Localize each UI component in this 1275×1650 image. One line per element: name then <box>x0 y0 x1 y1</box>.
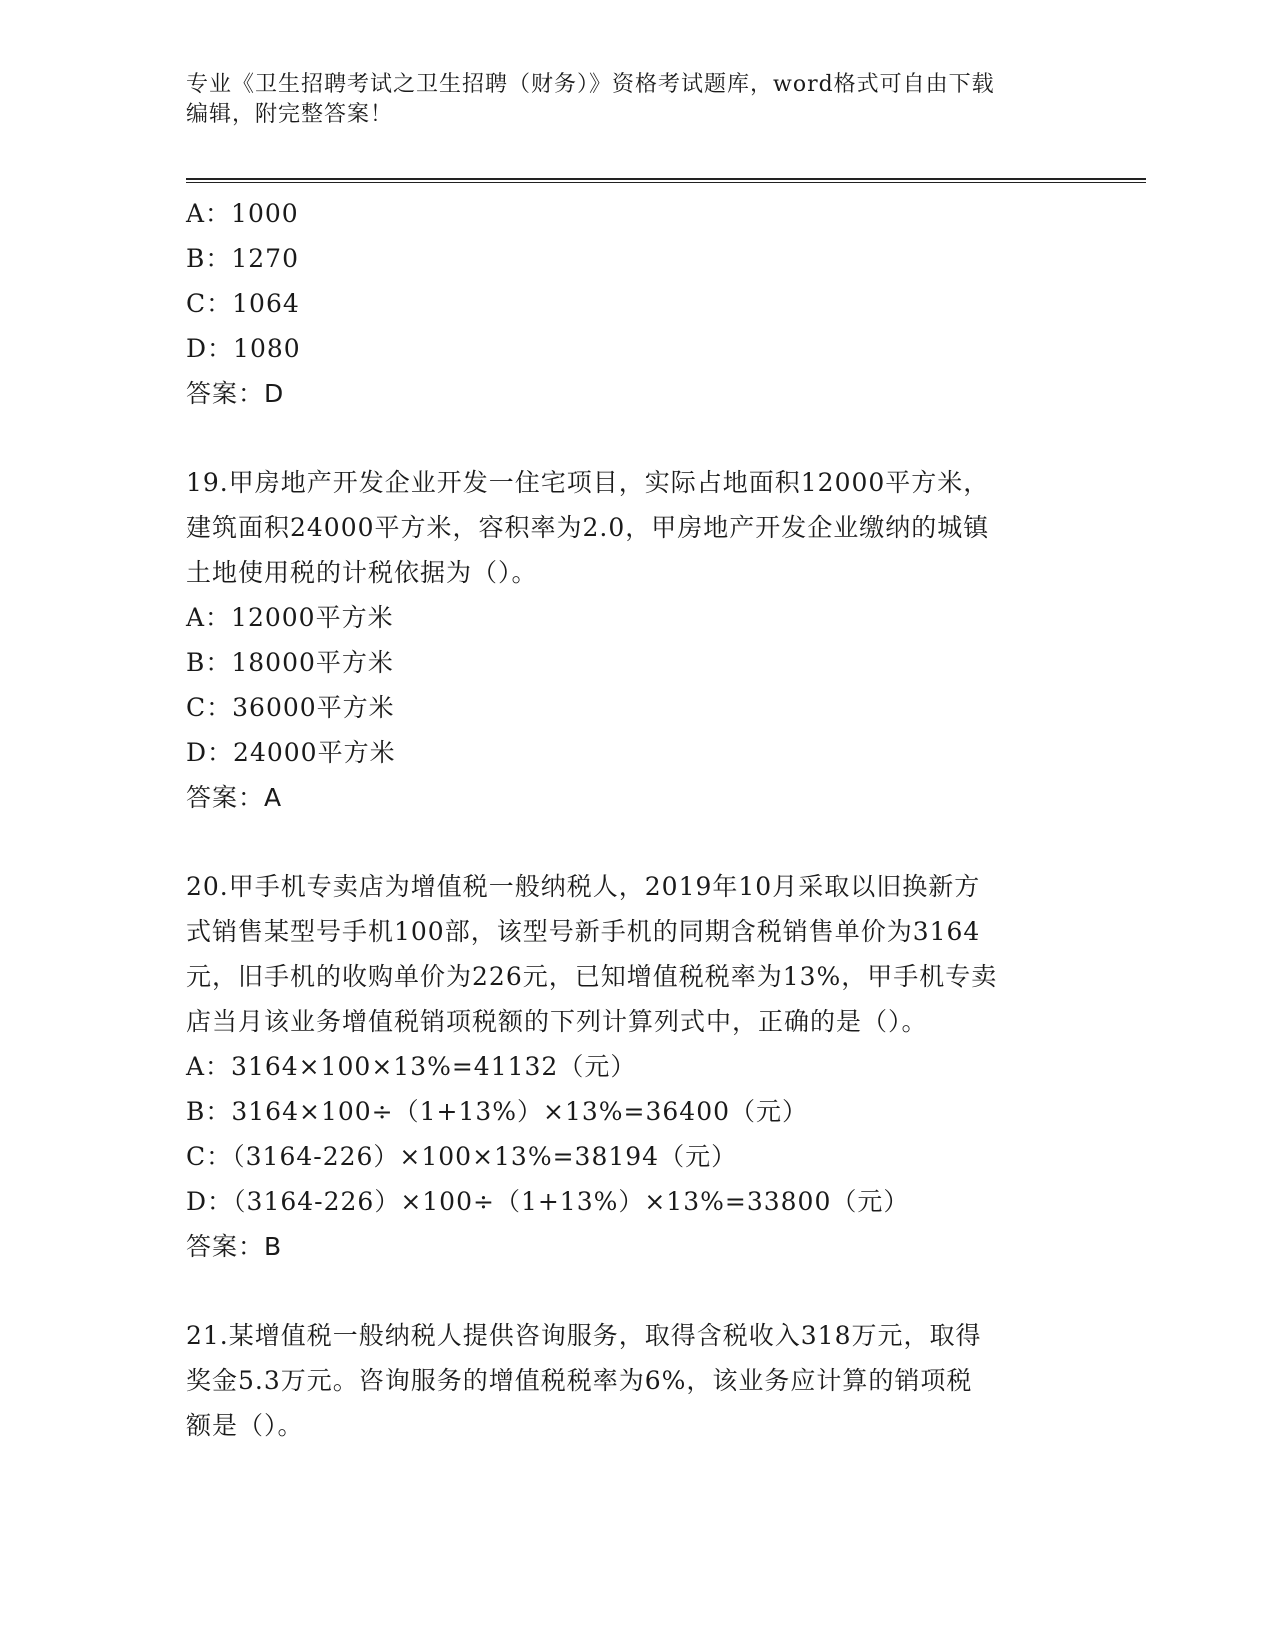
question-text-line: 21.某增值税一般纳税人提供咨询服务，取得含税收入318万元，取得 <box>186 1321 982 1350</box>
option-b: B：3164×100÷（1+13%）×13%=36400（元） <box>186 1097 809 1126</box>
answer: 答案：B <box>186 1232 283 1261</box>
option-b: B：1270 <box>186 244 299 273</box>
option-a: A：1000 <box>186 199 299 228</box>
question-text-line: 19.甲房地产开发企业开发一住宅项目，实际占地面积12000平方米， <box>186 468 990 497</box>
option-d: D：（3164-226）×100÷（1+13%）×13%=33800（元） <box>186 1187 910 1216</box>
option-a: A：3164×100×13%=41132（元） <box>186 1052 637 1081</box>
option-c: C：（3164-226）×100×13%=38194（元） <box>186 1142 738 1171</box>
question-text-line: 额是（）。 <box>186 1411 304 1440</box>
document-page <box>186 70 1146 1440</box>
page-header <box>186 70 1066 130</box>
question-text-line: 奖金5.3万元。咨询服务的增值税税率为6%，该业务应计算的销项税 <box>186 1366 973 1395</box>
question-20 <box>186 864 1086 1269</box>
option-c: C：1064 <box>186 289 300 318</box>
question-text-line: 店当月该业务增值税销项税额的下列计算列式中，正确的是（）。 <box>186 1007 928 1036</box>
question-text-line: 20.甲手机专卖店为增值税一般纳税人，2019年10月采取以旧换新方 <box>186 872 981 901</box>
option-d: D：24000平方米 <box>186 738 396 767</box>
answer: 答案：D <box>186 379 285 408</box>
question-text-line: 土地使用税的计税依据为（）。 <box>186 558 538 587</box>
question-text-line: 式销售某型号手机100部，该型号新手机的同期含税销售单价为3164 <box>186 917 981 946</box>
option-b: B：18000平方米 <box>186 648 394 677</box>
header-line-2: 编辑，附完整答案！ <box>186 102 394 127</box>
question-list <box>186 191 1086 1448</box>
option-d: D：1080 <box>186 334 301 363</box>
question-19 <box>186 460 1086 820</box>
question-18 <box>186 191 1086 416</box>
option-c: C：36000平方米 <box>186 693 395 722</box>
question-text-line: 建筑面积24000平方米，容积率为2.0，甲房地产开发企业缴纳的城镇 <box>186 513 990 542</box>
question-text-line: 元，旧手机的收购单价为226元，已知增值税税率为13%，甲手机专卖 <box>186 962 998 991</box>
header-divider <box>186 178 1146 183</box>
header-line-1: 专业《卫生招聘考试之卫生招聘（财务）》资格考试题库，word格式可自由下载 <box>186 72 995 97</box>
question-21 <box>186 1313 1086 1448</box>
answer: 答案：A <box>186 783 283 812</box>
option-a: A：12000平方米 <box>186 603 394 632</box>
